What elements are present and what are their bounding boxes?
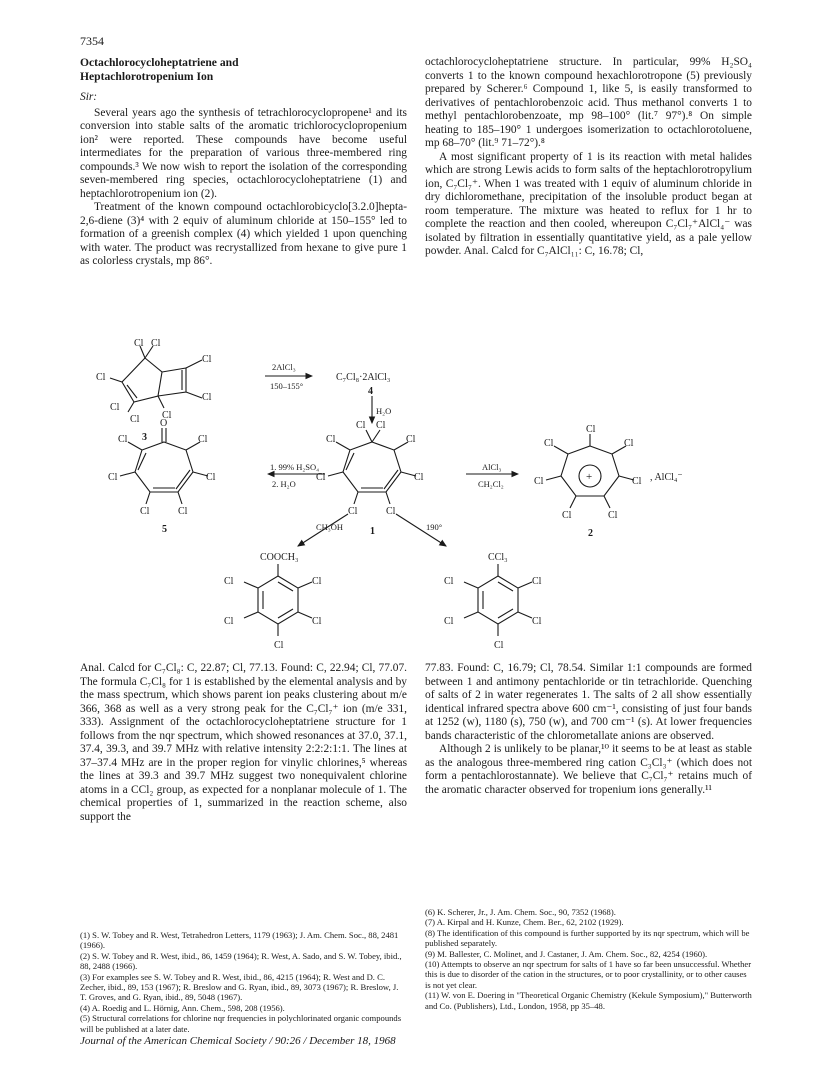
compound-1-structure [328, 430, 416, 504]
cl-label: Cl [140, 506, 150, 517]
left-column-top [80, 56, 407, 269]
footnote-1: (1) S. W. Tobey and R. West, Tetrahedron Letters, 1179 (1963); J. Am. Chem. Soc., 88, 2481 (1966). [80, 930, 399, 951]
reaction-scheme [90, 338, 730, 658]
reagent-temp-150: 150–155° [270, 381, 304, 391]
octachlorotoluene-structure [464, 564, 532, 636]
footnote-8: (8) The identification of this compound is further supported by its nqr spectrum, which will be published separately. [425, 927, 750, 949]
compound-5-label: 5 [162, 524, 167, 535]
compound-4-label: 4 [368, 386, 373, 397]
cl-label: Cl [624, 438, 634, 449]
cl-label: Cl [562, 510, 572, 521]
cl-label: Cl [586, 424, 596, 435]
cl-label: Cl [326, 434, 336, 445]
cooch3-label: COOCH₃ [260, 552, 299, 563]
paragraph-lewis-acid: A most significant property of 1 is its reaction with metal halides which are strong Lewis acids to form salts of the heptachlorotropylium ion, C₇Cl₇⁺. When 1 was treated with 1 equiv of aluminum chloride in dry dichloromethane, precipitation of the insoluble product began at room temperature. The mixture was heated to reflux for 1 hr to complete the reaction and then cooled, whereupon C₇Cl₇⁺AlCl₄⁻ was isolated by filtration in essentially quantitative yield, as a pale yellow powder. Anal. Calcd for C₇AlCl₁₁: C, 16.78; Cl, [425, 150, 752, 257]
cl-label: Cl [312, 576, 322, 587]
compound-5-structure [120, 428, 208, 504]
cl-label: Cl [632, 476, 642, 487]
footnote-5: (5) Structural correlations for chlorine nqr frequencies in polychlorinated organic compounds will be published at a later date. [80, 1013, 402, 1034]
counterion: , AlCl₄⁻ [650, 472, 683, 483]
cl-label: Cl [444, 616, 454, 627]
cl-label: Cl [274, 640, 284, 651]
cl-label: Cl [532, 576, 542, 587]
cl-label: Cl [316, 472, 326, 483]
ccl3-label: CCl₃ [488, 552, 508, 563]
paragraph-structure: octachlorocycloheptatriene structure. In particular, 99% H₂SO₄ converts 1 to the known compound hexachlorotropone (5) previously prepared by Scherer.⁶ Compound 1, like 5, is easily transformed to derivatives of pentachlorobenzoic acid. Thus methanol converts 1 to methyl pentachlorobenzoate, mp 98–100° (lit.⁷ 97°).⁸ On simple heating to 185–190° 1 undergoes isomerization to octachlorotoluene, mp 68–70° (lit.⁹ 71–72°).⁸ [425, 56, 752, 149]
reaction-scheme-svg [90, 338, 730, 658]
footnotes-right [425, 907, 752, 1011]
cl-label: Cl [110, 402, 120, 413]
reagent-water: H₂O [376, 406, 392, 416]
footnote-11: (11) W. von E. Doering in "Theoretical Organic Chemistry (Kekule Symposium)," Butterworth and Co. (Publishers), Ltd., London, 1958, pp 35–48. [425, 990, 752, 1011]
paragraph-found: 77.83. Found: C, 16.79; Cl, 78.54. Similar 1:1 compounds are formed between 1 and antimony pentachloride or tin tetrachloride. Quenching of salts of 2 in water regenerates 1. The salts of 2 all show essentially identical infrared spectra above 600 cm⁻¹, consisting of just four bands at 1252 (w), 1180 (s), 750 (w), and 700 cm⁻¹ (s). At lower frequencies bands characteristic of the chlorometallate anions are observed. [425, 662, 752, 742]
cl-label: Cl [224, 576, 234, 587]
cl-label: Cl [162, 410, 172, 421]
cl-label: Cl [608, 510, 618, 521]
cl-label: Cl [444, 576, 454, 587]
footnote-10: (10) Attempts to observe an nqr spectrum for salts of 1 have so far been unsuccessful. Whether this is due to disorder of the cation in the structures, or to poor crystallinity, or to other causes is not yet clear. [425, 959, 752, 990]
cl-label: Cl [406, 434, 416, 445]
cl-label: Cl [151, 338, 161, 349]
footnote-6: (6) K. Scherer, Jr., J. Am. Chem. Soc., 90, 7352 (1968). [425, 907, 616, 917]
cl-label: Cl [202, 392, 212, 403]
cl-label: Cl [130, 414, 140, 425]
cl-label: Cl [494, 640, 504, 651]
salutation: Sir: [80, 91, 98, 103]
benzoate-structure [244, 564, 312, 636]
footnote-7: (7) A. Kirpal and H. Kunze, Chem. Ber., 62, 2102 (1929). [425, 917, 624, 928]
article-title-line1: Octachlorocycloheptatriene and [80, 56, 239, 69]
reagent-h2so4: 1. 99% H₂SO₄ [270, 462, 320, 472]
left-column-bottom [80, 662, 407, 824]
cl-label: Cl [96, 372, 106, 383]
cl-label: Cl [356, 420, 366, 431]
cl-label: Cl [348, 506, 358, 517]
oxygen-label: O [160, 418, 168, 429]
right-column-bottom [425, 662, 752, 797]
cl-label: Cl [202, 354, 212, 365]
journal-footer: Journal of the American Chemical Society / 90:26 / December 18, 1968 [80, 1035, 396, 1047]
cl-label: Cl [178, 506, 188, 517]
cl-label: Cl [312, 616, 322, 627]
paragraph-treatment: Treatment of the known compound octachlorobicyclo[3.2.0]hepta-2,6-diene (3)⁴ with 2 equiv of aluminum chloride at 150–155° led to formation of a greenish complex (4) which yielded 1 upon quenching with water. The product was recrystallized from hexane to give pure 1 as colorless crystals, mp 86°. [80, 201, 407, 267]
cl-label: Cl [108, 472, 118, 483]
cl-label: Cl [224, 616, 234, 627]
right-column-top [425, 56, 752, 259]
footnotes-left [80, 930, 407, 1034]
cl-label: Cl [376, 420, 386, 431]
footnote-9: (9) M. Ballester, C. Molinet, and J. Castaner, J. Am. Chem. Soc., 82, 4254 (1960). [425, 948, 708, 959]
paragraph-intro: Several years ago the synthesis of tetrachlorocyclopropene¹ and its conversion into stable salts of the aromatic trichlorocyclopropenium ion² were reported. These compounds have become useful intermediates for the preparation of various three-membered ring compounds.³ We now wish to report the isolation of the corresponding seven-membered ring species, octachlorocycloheptatriene (1) and heptachlorotropenium ion (2). [80, 106, 407, 200]
page-number: 7354 [80, 34, 104, 48]
footnote-3: (3) For examples see S. W. Tobey and R. West, ibid., 86, 4215 (1964); R. West and D. C. Zecher, ibid., 89, 153 (1967); R. Breslow and G. Ryan, ibid., 89, 3073 (1967); R. Breslow, J. T. Groves, and G. Ryan, ibid., 89, 5048 (1967). [80, 971, 399, 1003]
cl-label: Cl [532, 616, 542, 627]
complex-formula: C₇Cl₈·2AlCl₃ [336, 372, 391, 383]
paragraph-planarity: Although 2 is unlikely to be planar,¹⁰ it seems to be at least as stable as the analogous three-membered ring cation C₃Cl₃⁺ (which does not form a pentachlorostannate). We believe that C₇Cl₇⁺ retains much of the aromatic character observed for tropenium ions generally.¹¹ [425, 743, 752, 796]
reagent-2alcl3: 2AlCl₃ [272, 362, 296, 372]
reagent-h2o-step2: 2. H₂O [272, 479, 296, 489]
solvent-ch2cl2: CH₂Cl₂ [478, 479, 504, 489]
cl-label: Cl [134, 338, 144, 349]
article-title-line2: Heptachlorotropenium Ion [80, 69, 214, 83]
reagent-temp-190: 190° [426, 522, 443, 532]
cl-label: Cl [414, 472, 424, 483]
compound-3-label: 3 [142, 432, 147, 443]
reagent-ch3oh: CH₃OH [316, 522, 344, 532]
compound-1-label: 1 [370, 526, 375, 537]
footnote-4: (4) A. Roedig and L. Hörnig, Ann. Chem., 598, 208 (1956). [80, 1002, 285, 1013]
cl-label: Cl [534, 476, 544, 487]
compound-3-structure [110, 346, 202, 412]
cl-label: Cl [206, 472, 216, 483]
cl-label: Cl [544, 438, 554, 449]
footnote-2: (2) S. W. Tobey and R. West, ibid., 86, 1459 (1964); R. West, A. Sado, and S. W. Tobey, ibid., 88, 2488 (1966). [80, 950, 402, 972]
cl-label: Cl [386, 506, 396, 517]
cl-label: Cl [198, 434, 208, 445]
reagent-alcl3: AlCl₃ [482, 462, 502, 472]
paragraph-analysis: Anal. Calcd for C₇Cl₈: C, 22.87; Cl, 77.13. Found: C, 22.94; Cl, 77.07. The formula C₇Cl₈ for 1 is established by the elemental analysis and by the mass spectrum, which shows parent ion peaks clustering about m/e 366, 368 as well as a very strong peak for the C₇Cl₇⁺ ion (m/e 331, 333). Assignment of the octachlorocycloheptatriene structure for 1 follows from the nqr spectrum, which showed resonances at 37.0, 37.1, 37.4, 39.3, and 39.7 MHz with relative intensity 2:2:2:1:1. The lines at 37–37.4 MHz are in the proper region for vinylic chlorines,⁵ whereas the lines at 39.3 and 39.7 MHz suggest two nonequivalent chlorine atoms in a CCl₂ group, as expected for a nonplanar molecule of 1. The chemical properties of 1, summarized in the reaction scheme, also support the [80, 662, 407, 823]
plus-charge: + [586, 471, 593, 483]
compound-2-label: 2 [588, 528, 593, 539]
cl-label: Cl [118, 434, 128, 445]
